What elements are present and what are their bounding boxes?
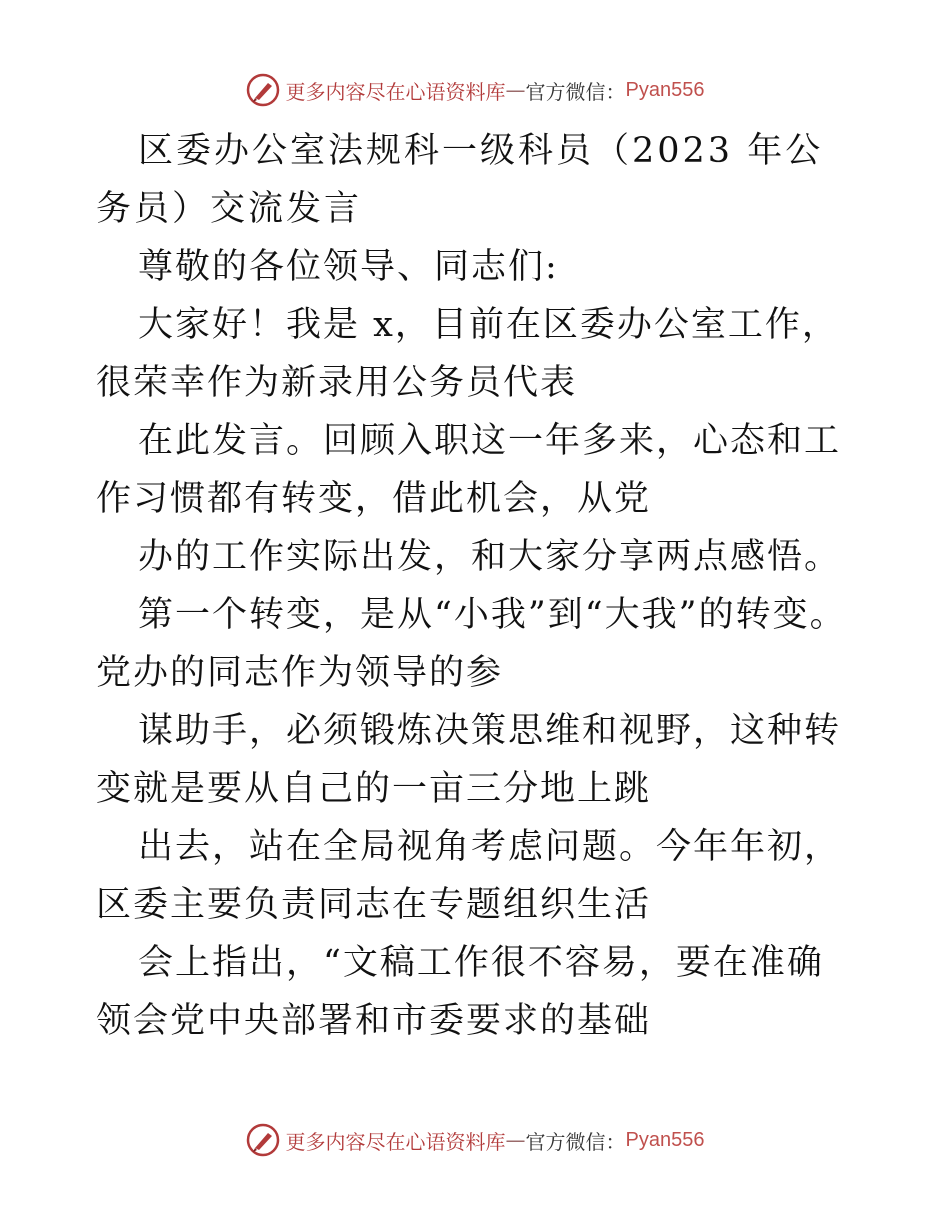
- paragraph: 尊敬的各位领导、同志们:: [138, 247, 559, 287]
- pen-logo-icon: [246, 1123, 280, 1157]
- banner-site-text: 更多内容尽在心语资料库: [285, 79, 506, 104]
- banner-separator: —: [505, 78, 526, 102]
- document-title: 区委办公室法规科一级科员（2023 年公务员）交流发言: [96, 131, 824, 229]
- document-body: [96, 122, 856, 1050]
- paragraph: 大家好！我是 x，目前在区委办公室工作，很荣幸作为新录用公务员代表: [96, 305, 839, 403]
- banner-wechat-id: Pyan556: [625, 78, 705, 101]
- pen-logo-icon: [246, 73, 280, 107]
- banner-wechat-id: Pyan556: [625, 1128, 705, 1151]
- footer-banner: [0, 1120, 950, 1160]
- paragraph: 第一个转变，是从“小我”到“大我”的转变。党办的同志作为领导的参: [96, 595, 847, 693]
- paragraph: 出去，站在全局视角考虑问题。今年年初，区委主要负责同志在专题组织生活: [96, 827, 842, 925]
- banner-separator: —: [505, 1128, 526, 1152]
- paragraph: 在此发言。回顾入职这一年多来，心态和工作习惯都有转变，借此机会，从党: [96, 421, 842, 519]
- header-banner: [0, 70, 950, 110]
- paragraph: 谋助手，必须锻炼决策思维和视野，这种转变就是要从自己的一亩三分地上跳: [96, 711, 842, 809]
- banner-wechat-label: 官方微信：: [525, 79, 626, 104]
- paragraph: 办的工作实际出发，和大家分享两点感悟。: [138, 537, 842, 577]
- banner-wechat-label: 官方微信：: [525, 1129, 626, 1154]
- banner-site-text: 更多内容尽在心语资料库: [285, 1129, 506, 1154]
- paragraph: 会上指出，“文稿工作很不容易，要在准确领会党中央部署和市委要求的基础: [96, 943, 824, 1041]
